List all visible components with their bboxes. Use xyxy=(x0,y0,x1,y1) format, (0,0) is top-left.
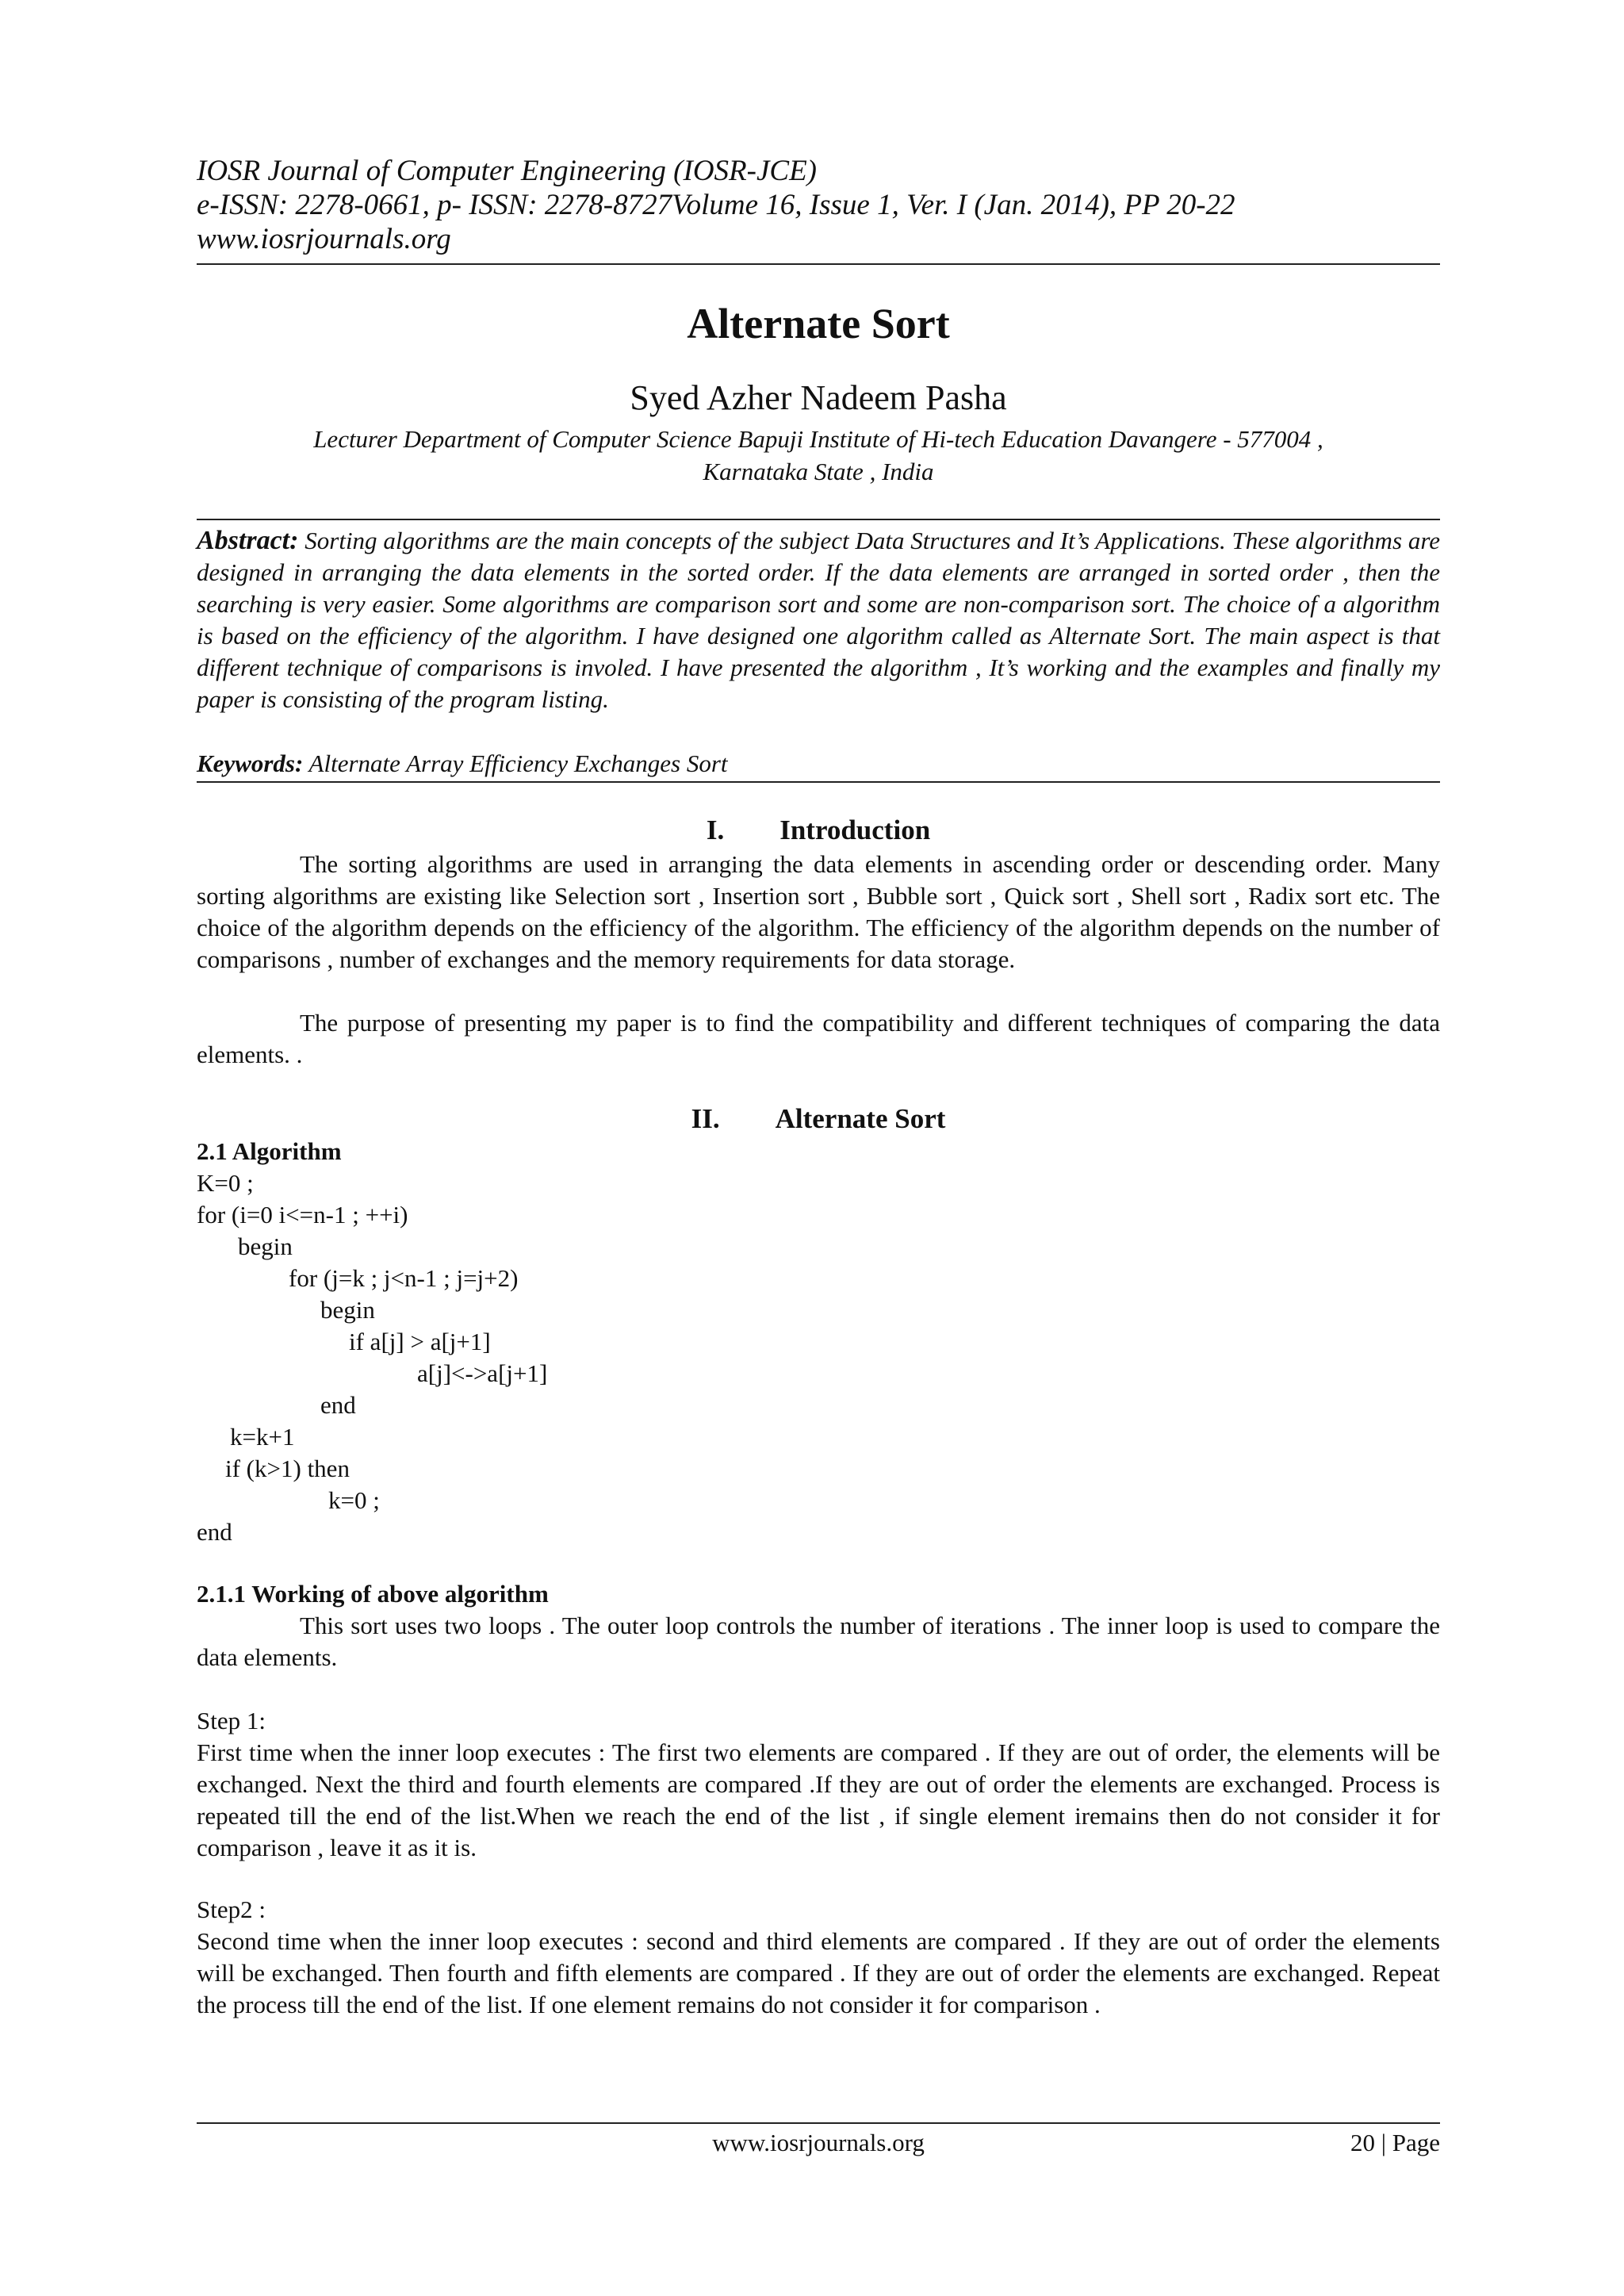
code-line: if a[j] > a[j+1] xyxy=(349,1328,491,1355)
footer-rule xyxy=(197,2122,1440,2124)
section-2-heading xyxy=(197,1102,1440,1136)
author-affiliation xyxy=(197,423,1440,488)
code-line: K=0 ; xyxy=(197,1169,254,1197)
abstract-text: Sorting algorithms are the main concepts of the subject Data Structures and It’s Applications. These algorithms are designed in arranging the data elements in the sorted order. If the data elements are arranged in sorted order , then the searching is very easier. Some algorithms are comparison sort and some are non-comparison sort. The choice of a algorithm is based on the efficiency of the algorithm. I have designed one algorithm called as Alternate Sort. The main aspect is that different technique of comparisons is involed. I have presented the algorithm , It’s working and the examples and finally my paper is consisting of the program listing. xyxy=(197,527,1440,713)
journal-website: www.iosrjournals.org xyxy=(197,223,451,255)
intro-paragraph-2: The purpose of presenting my paper is to find the compatibility and different techniques of comparing the data elements. . xyxy=(197,1009,1440,1068)
subsection-working: 2.1.1 Working of above algorithm xyxy=(197,1580,549,1608)
code-line: if (k>1) then xyxy=(225,1455,350,1482)
abstract xyxy=(197,525,1440,715)
affiliation-line-2: Karnataka State , India xyxy=(703,458,934,485)
subsection-algorithm: 2.1 Algorithm xyxy=(197,1137,342,1165)
header-rule xyxy=(197,263,1440,265)
keywords-label: Keywords: xyxy=(197,749,304,777)
step-2-text: Second time when the inner loop executes : second and third elements are compared . If they are out of order the elements will be exchanged. Then fourth and fifth elements are compared . If they are out of order the elements are exchanged. Repeat the process till the end of the list. If one element remains do not consider it for comparison . xyxy=(197,1927,1440,2018)
issn-line: e-ISSN: 2278-0661, p- ISSN: 2278-8727Volume 16, Issue 1, Ver. I (Jan. 2014), PP 20-22 xyxy=(197,189,1235,221)
section-1-number: I. xyxy=(706,815,725,845)
affiliation-line-1: Lecturer Department of Computer Science Bapuji Institute of Hi-tech Education Davangere - 577004 , xyxy=(313,425,1323,453)
step-1-text: First time when the inner loop executes : The first two elements are compared . If they are out of order, the elements will be exchanged. Next the third and fourth elements are compared .If they are out of order the elements are exchanged. Process is repeated till the end of the list.When we reach the end of the list , if single element iremains then do not consider it for comparison , leave it as it is. xyxy=(197,1738,1440,1861)
code-line: for (j=k ; j<n-1 ; j=j+2) xyxy=(289,1264,519,1292)
code-line: end xyxy=(320,1391,356,1419)
code-line: k=k+1 xyxy=(230,1423,295,1451)
journal-header xyxy=(197,154,1440,256)
intro-paragraph-1: The sorting algorithms are used in arranging the data elements in ascending order or descending order. Many sorting algorithms are existing like Selection sort , Insertion sort , Bubble sort , Quick sort , Shell sort , Radix sort etc. The choice of the algorithm depends on the efficiency of the algorithm. The efficiency of the algorithm depends on the number of comparisons , number of exchanges and the memory requirements for data storage. xyxy=(197,850,1440,973)
step-2-label: Step2 : xyxy=(197,1895,266,1923)
section-2-title: Alternate Sort xyxy=(775,1103,946,1134)
keywords xyxy=(197,748,1440,780)
abstract-top-rule xyxy=(197,519,1440,520)
journal-name: IOSR Journal of Computer Engineering (IOSR-JCE) xyxy=(197,155,817,187)
footer-page-number: 20 | Page xyxy=(1350,2129,1440,2156)
author-name: Syed Azher Nadeem Pasha xyxy=(630,378,1007,417)
code-line: for (i=0 i<=n-1 ; ++i) xyxy=(197,1201,408,1228)
step-1-label: Step 1: xyxy=(197,1707,266,1734)
code-line: begin xyxy=(320,1296,375,1324)
abstract-label: Abstract: xyxy=(197,526,299,555)
abstract-bottom-rule xyxy=(197,781,1440,783)
code-line: begin xyxy=(238,1232,293,1260)
code-line: a[j]<->a[j+1] xyxy=(417,1359,548,1387)
keywords-text: Alternate Array Efficiency Exchanges Sort xyxy=(308,749,728,777)
section-2-number: II. xyxy=(691,1103,720,1134)
footer-website: www.iosrjournals.org xyxy=(712,2129,925,2156)
paper-title: Alternate Sort xyxy=(687,300,950,347)
code-line: k=0 ; xyxy=(328,1486,380,1514)
section-1-title: Introduction xyxy=(779,815,931,845)
section-1-heading xyxy=(197,814,1440,847)
paper-page xyxy=(197,0,1440,2296)
working-paragraph: This sort uses two loops . The outer loop controls the number of iterations . The inner loop is used to compare the data elements. xyxy=(197,1612,1440,1671)
code-line: end xyxy=(197,1518,232,1546)
